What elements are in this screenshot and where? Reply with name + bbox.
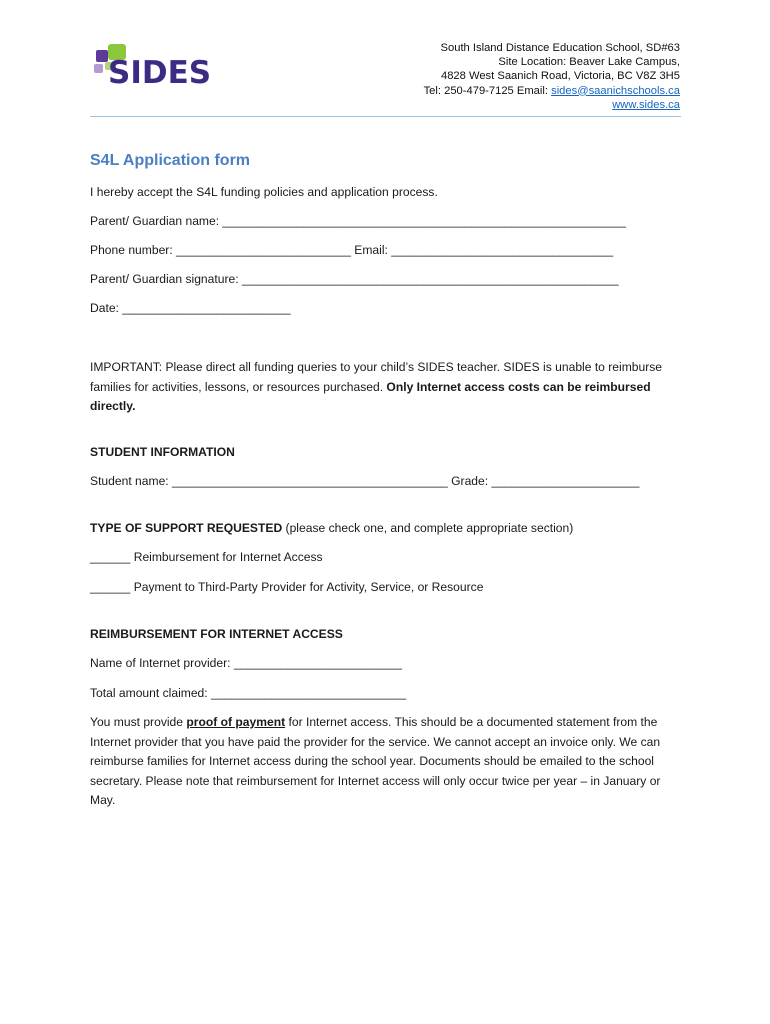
support-heading	[90, 521, 573, 535]
logo-text: SIDES	[108, 55, 212, 91]
email-link[interactable]: sides@saanichschools.ca	[551, 84, 680, 97]
contact-line: Site Location: Beaver Lake Campus,	[498, 56, 680, 69]
provider-name-field[interactable]: Name of Internet provider: _________________________	[90, 656, 402, 670]
accept-statement: I hereby accept the S4L funding policies and application process.	[90, 185, 438, 199]
para-start: You must provide	[90, 715, 187, 729]
important-bold: Only Internet access costs can be reimbursed directly.	[90, 379, 651, 413]
support-option-third-party[interactable]: ______ Payment to Third-Party Provider for Activity, Service, or Resource	[90, 580, 484, 594]
reimbursement-heading: REIMBURSEMENT FOR INTERNET ACCESS	[90, 627, 343, 641]
support-option-internet[interactable]: ______ Reimbursement for Internet Access	[90, 550, 323, 564]
guardian-name-field[interactable]: Parent/ Guardian name: ____________________________________________________________	[90, 214, 626, 228]
contact-line: South Island Distance Education School, SD#63	[440, 42, 680, 54]
website-link[interactable]: www.sides.ca	[612, 98, 680, 111]
contact-line: 4828 West Saanich Road, Victoria, BC V8Z 3H5	[440, 70, 680, 83]
tel-text: Tel: 250-479-7125 Email:	[423, 84, 552, 97]
header-divider	[90, 116, 681, 117]
guardian-signature-field[interactable]: Parent/ Guardian signature: ________________________________________________________	[90, 272, 619, 286]
contact-block	[280, 41, 680, 112]
student-name-grade-field[interactable]: Student name: _________________________________________ Grade: ______________________	[90, 474, 640, 488]
contact-tel-line	[280, 84, 680, 98]
para-rest: for Internet access. This should be a documented statement from the Internet provider that you have paid the provider for the service. We cannot accept an invoice only. We can reimburse families for Internet access during the school year. Documents should be emailed to the school secretary. Please note that reimbursement for Internet access will only occur twice per year – in January or May.	[90, 715, 661, 807]
website-line	[280, 98, 680, 112]
date-field[interactable]: Date: _________________________	[90, 301, 291, 315]
important-text: IMPORTANT: Please direct all funding queries to your child’s SIDES teacher. SIDES is unable to reimburse families for activities, lessons, or resources purchased.	[90, 360, 663, 394]
important-note	[90, 358, 670, 417]
student-info-heading: STUDENT INFORMATION	[90, 445, 235, 459]
amount-claimed-field[interactable]: Total amount claimed: _____________________________	[90, 686, 407, 700]
support-heading-note: (please check one, and complete appropriate section)	[282, 521, 574, 535]
support-heading-bold: TYPE OF SUPPORT REQUESTED	[90, 521, 283, 535]
phone-email-field[interactable]: Phone number: __________________________ Email: _________________________________	[90, 243, 614, 257]
form-title: S4L Application form	[90, 152, 251, 169]
reimbursement-paragraph	[90, 713, 682, 811]
proof-of-payment: proof of payment	[186, 715, 286, 729]
